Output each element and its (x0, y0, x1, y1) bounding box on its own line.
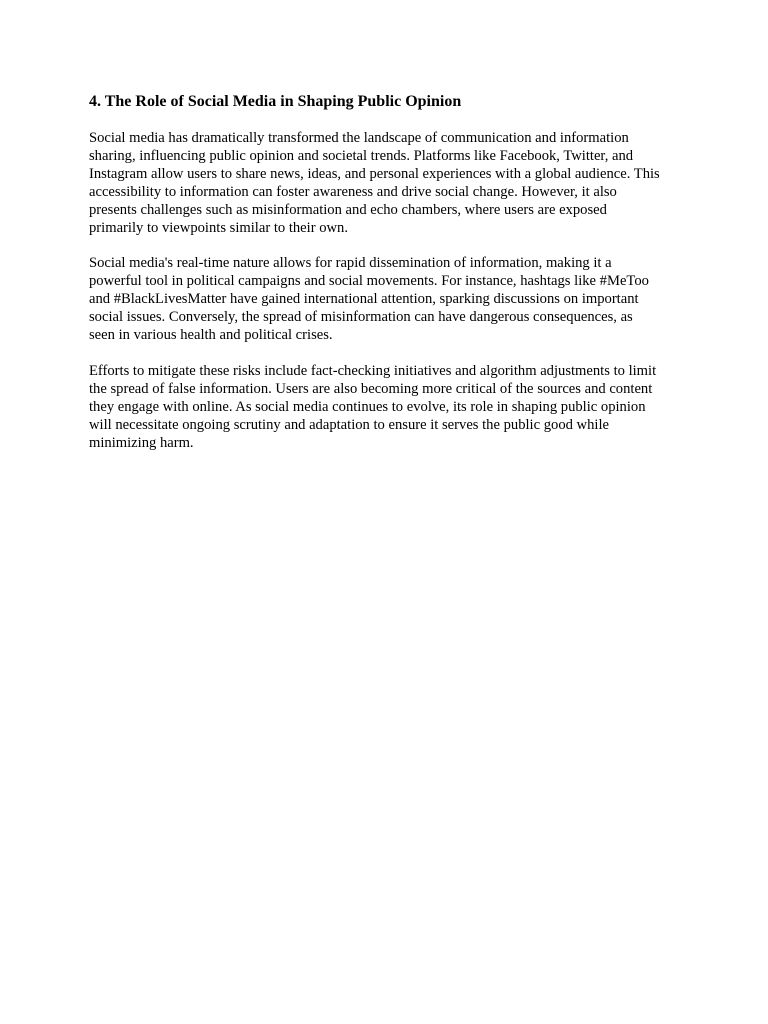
paragraph-line: seen in various health and political crises. (89, 327, 333, 344)
section-heading: 4. The Role of Social Media in Shaping Public Opinion (89, 93, 462, 110)
paragraph-line: social issues. Conversely, the spread of misinformation can have dangerous consequences, as (89, 309, 633, 326)
paragraph-3 (89, 363, 681, 453)
paragraph-line: Social media has dramatically transformed the landscape of communication and information (89, 130, 629, 146)
paragraph-line: accessibility to information can foster awareness and drive social change. However, it also (89, 183, 617, 200)
paragraph-line: the spread of false information. Users are also becoming more critical of the sources and content (89, 380, 653, 397)
paragraph-line: Efforts to mitigate these risks include fact-checking initiatives and algorithm adjustments to limit (89, 362, 657, 379)
paragraph-2 (89, 255, 681, 345)
paragraph-line: will necessitate ongoing scrutiny and adaptation to ensure it serves the public good while (89, 416, 609, 433)
paragraph-line: powerful tool in political campaigns and social movements. For instance, hashtags like #MeToo (89, 273, 649, 290)
paragraph-line: minimizing harm. (89, 434, 194, 451)
paragraph-1 (89, 130, 681, 237)
paragraph-line: presents challenges such as misinformation and echo chambers, where users are exposed (89, 201, 607, 218)
paragraph-line: and #BlackLivesMatter have gained international attention, sparking discussions on important (89, 291, 639, 308)
paragraph-line: Instagram allow users to share news, ideas, and personal experiences with a global audience. This (89, 165, 660, 182)
paragraph-line: sharing, influencing public opinion and societal trends. Platforms like Facebook, Twitter, and (89, 147, 634, 164)
paragraph-line: they engage with online. As social media continues to evolve, its role in shaping public opinion (89, 398, 646, 415)
paragraph-line: primarily to viewpoints similar to their own. (89, 219, 349, 236)
paragraph-line: Social media's real-time nature allows for rapid dissemination of information, making it a (89, 255, 612, 272)
document-body (89, 92, 681, 453)
